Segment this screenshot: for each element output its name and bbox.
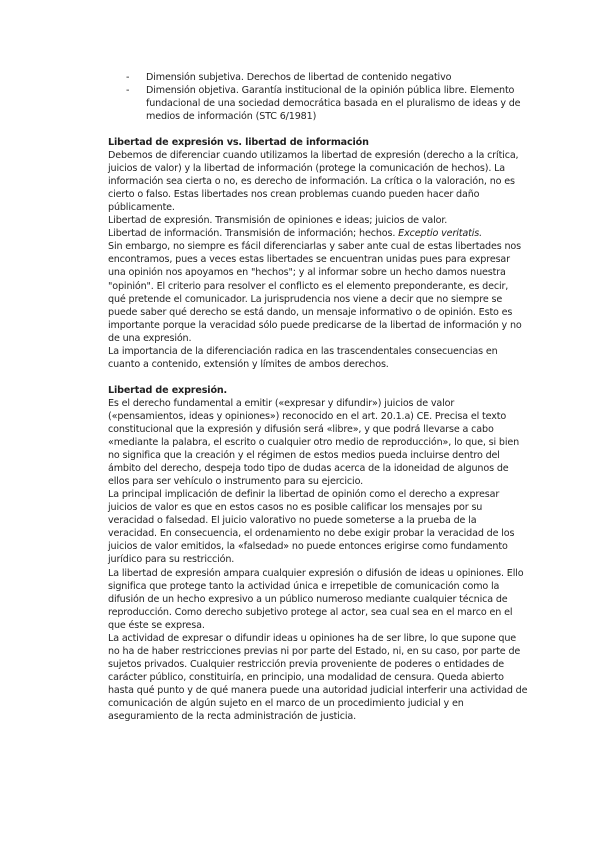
list-item	[126, 84, 526, 123]
paragraph: Libertad de expresión. Transmisión de opiniones e ideas; juicios de valor.	[108, 215, 448, 227]
paragraph: La principal implicación de definir la libertad de opinión como el derecho a expresar juicios de valor es que en estos casos no es posible calificar los mensajes por su veracidad o falsedad. El juicio valorativo no puede someterse a la prueba de la veracidad. En consecuencia, el ordenamiento no debe exigir probar la veracidad de los juicios de valor emitidos, la «falsedad» no puede entonces erigirse como fundamento jurídico para su restricción.	[108, 489, 515, 566]
paragraph: La importancia de la diferenciación radica en las trascendentales consecuencias en cuanto a contenido, extensión y límites de ambos derechos.	[108, 345, 498, 370]
bullet-text: Dimensión subjetiva. Derechos de libertad de contenido negativo	[146, 72, 452, 83]
paragraph: Es el derecho fundamental a emitir («expresar y difundir») juicios de valor («pensamientos, ideas y opiniones») reconocido en el art. 20.1.a) CE. Precisa el texto constitucional que la expresión y difusión será «libre», y que podrá llevarse a cabo «mediante la palabra, el escrito o cualquier otro medio de reproducción», lo que, si bien no significa que la creación y el régimen de estos medios pueda incluirse dentro del ámbito del derecho, despeja todo tipo de dudas acerca de la idoneidad de algunos de ellos para ser vehículo o instrumento para su ejercicio.	[108, 397, 520, 488]
paragraph	[108, 227, 528, 240]
italic-term: Exceptio veritatis.	[398, 228, 482, 240]
paragraph: Debemos de diferenciar cuando utilizamos la libertad de expresión (derecho a la crítica, juicios de valor) y la libertad de información (protege la comunicación de hechos). La información sea cierta o no, es derecho de información. La crítica o la valoración, no es cierto o falso. Estas libertades nos crean problemas cuando pueden hacer daño públicamente.	[108, 150, 519, 214]
bullet-text: Dimensión objetiva. Garantía institucional de la opinión pública libre. Elemento fundacional de una sociedad democrática basada en el pluralismo de ideas y de medios de información (STC 6/1981)	[146, 85, 521, 123]
paragraph: Sin embargo, no siempre es fácil diferenciarlas y saber ante cual de estas libertades nos encontramos, pues a veces estas libertades se encuentran unidas pues para expresar una opinión nos apoyamos en "hechos"; y al informar sobre un hecho damos nuestra "opinión". El criterio para resolver el conflicto es el elemento preponderante, es decir, qué pretende el comunicador. La jurisprudencia nos viene a decir que no siempre se puede saber qué derecho se está dando, un mensaje informativo o de opinión. Esto es importante porque la veracidad sólo puede predicarse de la libertad de información y no de una expresión.	[108, 241, 522, 344]
bullet-marker: -	[126, 72, 130, 83]
section-heading: Libertad de expresión vs. libertad de información	[108, 137, 369, 148]
paragraph-text: Libertad de información. Transmisión de información; hechos.	[108, 228, 396, 240]
document-body	[108, 136, 528, 723]
list-item	[126, 71, 526, 84]
section-heading: Libertad de expresión.	[108, 384, 228, 396]
paragraph: La actividad de expresar o difundir ideas u opiniones ha de ser libre, lo que supone que no ha de haber restricciones previas ni por parte del Estado, ni, en su caso, por parte de sujetos privados. Cualquier restricción previa proveniente de poderes o entidades de carácter público, constituiría, en principio, una modalidad de censura. Queda abierto hasta qué punto y de qué manera puede una autoridad judicial interferir una actividad de comunicación de algún sujeto en el marco de un procedimiento judicial y en aseguramiento de la recta administración de justicia.	[108, 632, 528, 723]
spacer	[108, 371, 528, 384]
paragraph: La libertad de expresión ampara cualquier expresión o difusión de ideas u opiniones. Ello significa que protege tanto la actividad única e irrepetible de comunicación como la difusión de un hecho expresivo a un público numeroso mediante cualquier técnica de reproducción. Como derecho subjetivo protege al actor, sea cual sea en el marco en el que éste se expresa.	[108, 567, 524, 631]
bullet-list	[126, 71, 526, 123]
bullet-marker: -	[126, 85, 130, 97]
